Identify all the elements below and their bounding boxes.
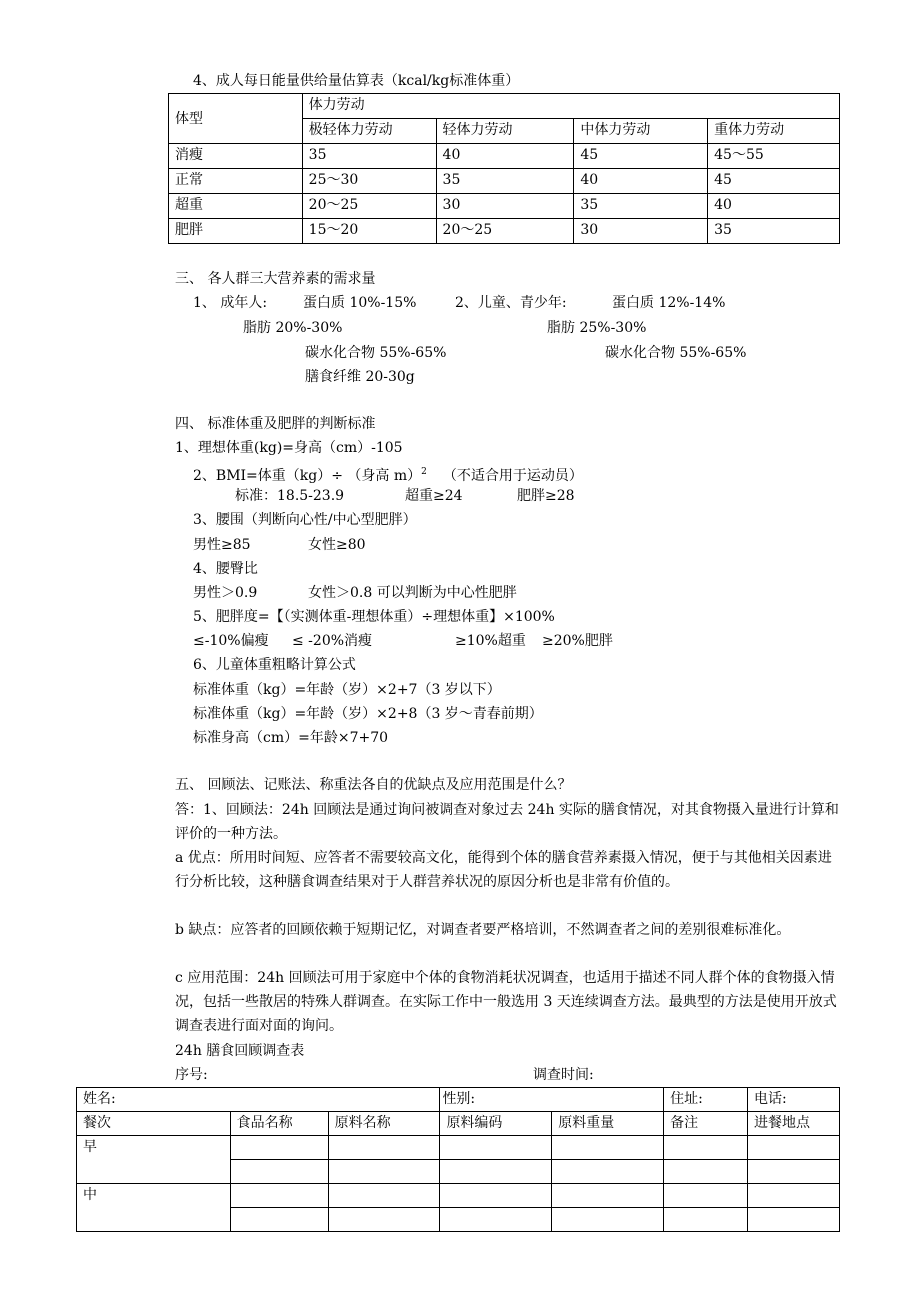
sec4-degree-thin: ≤-10%偏瘦	[193, 633, 269, 649]
table-row	[169, 219, 840, 244]
sec3-child-label: 2、儿童、青少年:	[455, 295, 567, 311]
form-cell[interactable]	[230, 1136, 328, 1160]
energy-cell: 45～55	[708, 144, 840, 169]
energy-cell: 35	[708, 219, 840, 244]
sec4-bmi-overweight: 超重≥24	[405, 488, 463, 504]
energy-cell: 45	[574, 144, 708, 169]
sec4-child-height: 标准身高（cm）=年龄×7+70	[193, 730, 389, 746]
form-serial: 序号:	[175, 1067, 208, 1083]
form-cell[interactable]	[748, 1136, 840, 1160]
energy-cell: 35	[574, 194, 708, 219]
table-row	[169, 194, 840, 219]
form-meal-lunch: 中	[77, 1184, 231, 1232]
sec3-adult-protein: 蛋白质 10%-15%	[303, 295, 417, 311]
sec5-disadvantages: b 缺点：应答者的回顾依赖于短期记忆，对调查者要严格培训，不然调查者之间的差别很难标准化。	[175, 922, 791, 938]
energy-col-group: 体力劳动	[302, 94, 839, 119]
energy-table-caption: 4、成人每日能量供给量估算表（kcal/kg标准体重）	[193, 73, 520, 89]
form-cell[interactable]	[748, 1184, 840, 1208]
sec4-obesity-degree: 5、肥胖度=【（实测体重-理想体重）÷理想体重】×100%	[193, 609, 555, 625]
table-row	[77, 1136, 840, 1160]
form-survey-time: 调查时间:	[533, 1067, 594, 1083]
sec4-waist-female: 女性≥80	[308, 537, 366, 553]
sec3-adult-fat: 脂肪 20%-30%	[243, 320, 343, 336]
energy-col-type: 体型	[169, 94, 303, 144]
energy-row-type: 消瘦	[169, 144, 303, 169]
sec4-waist-male: 男性≥85	[193, 537, 251, 553]
sec4-child-title: 6、儿童体重粗略计算公式	[193, 657, 356, 673]
form-cell[interactable]	[552, 1160, 664, 1184]
energy-level-header: 中体力劳动	[574, 119, 708, 144]
energy-cell: 15～20	[302, 219, 436, 244]
form-title: 24h 膳食回顾调查表	[175, 1043, 305, 1059]
form-header: 原料重量	[552, 1112, 664, 1136]
form-header: 进餐地点	[748, 1112, 840, 1136]
sec4-title: 四、 标准体重及肥胖的判断标准	[175, 416, 376, 432]
sec5-title: 五、 回顾法、记账法、称重法各自的优缺点及应用范围是什么？	[175, 777, 572, 793]
sec3-child-carb: 碳水化合物 55%-65%	[605, 345, 747, 361]
form-cell[interactable]	[440, 1136, 552, 1160]
energy-cell: 20～25	[302, 194, 436, 219]
sec4-whr-male: 男性＞0.9	[193, 585, 258, 601]
energy-level-header: 重体力劳动	[708, 119, 840, 144]
form-cell[interactable]	[664, 1136, 748, 1160]
sec4-child-weight-2: 标准体重（kg）=年龄（岁）×2+8（3 岁～青春前期）	[193, 706, 543, 722]
sec4-whr-title: 4、腰臀比	[193, 561, 258, 577]
form-cell[interactable]	[328, 1160, 440, 1184]
energy-row-type: 超重	[169, 194, 303, 219]
sec4-waist-title: 3、腰围（判断向心性/中心型肥胖）	[193, 512, 417, 528]
recall-form-table	[76, 1087, 840, 1232]
sec4-child-weight-1: 标准体重（kg）=年龄（岁）×2+7（3 岁以下）	[193, 682, 501, 698]
form-header: 餐次	[77, 1112, 231, 1136]
form-cell[interactable]	[748, 1208, 840, 1232]
table-row	[77, 1184, 840, 1208]
form-name-field[interactable]: 姓名:	[77, 1088, 440, 1112]
energy-row-type: 肥胖	[169, 219, 303, 244]
energy-level-header: 轻体力劳动	[436, 119, 574, 144]
energy-row-type: 正常	[169, 169, 303, 194]
energy-cell: 25～30	[302, 169, 436, 194]
energy-level-header: 极轻体力劳动	[302, 119, 436, 144]
sec4-degree-overweight: ≥10%超重	[455, 633, 526, 649]
energy-cell: 40	[708, 194, 840, 219]
sec3-adult-label: 1、 成年人:	[193, 295, 268, 311]
form-meal-breakfast: 早	[77, 1136, 231, 1184]
energy-cell: 30	[574, 219, 708, 244]
sec4-ideal-weight: 1、理想体重(kg)=身高（cm）-105	[175, 440, 403, 456]
form-cell[interactable]	[328, 1136, 440, 1160]
energy-cell: 45	[708, 169, 840, 194]
sec5-advantages: a 优点：所用时间短、应答者不需要较高文化，能得到个体的膳食营养素摄入情况，便于与其他相关因素进行分析比较，这种膳食调查结果对于人群营养状况的原因分析也是非常有价值的。	[175, 850, 832, 890]
energy-cell: 30	[436, 194, 574, 219]
energy-cell: 20～25	[436, 219, 574, 244]
sec4-degree-obese: ≥20%肥胖	[542, 633, 613, 649]
form-gender-field[interactable]: 性别:	[440, 1088, 664, 1112]
form-cell[interactable]	[552, 1184, 664, 1208]
sec4-bmi-standard: 标准：18.5-23.9	[235, 488, 345, 504]
form-cell[interactable]	[664, 1160, 748, 1184]
sec5-answer-intro: 答：1、回顾法：24h 回顾法是通过询问被调查对象过去 24h 实际的膳食情况，对其食物摄入量进行计算和评价的一种方法。	[175, 802, 839, 842]
sec4-whr-female: 女性＞0.8 可以判断为中心性肥胖	[308, 585, 517, 601]
form-cell[interactable]	[748, 1160, 840, 1184]
sec3-child-protein: 蛋白质 12%-14%	[612, 295, 726, 311]
sec4-degree-emaciated: ≤ -20%消瘦	[292, 633, 373, 649]
form-header: 原料编码	[440, 1112, 552, 1136]
form-cell[interactable]	[230, 1208, 328, 1232]
energy-cell: 35	[302, 144, 436, 169]
form-phone-field[interactable]: 电话:	[748, 1088, 840, 1112]
table-row	[169, 169, 840, 194]
sec4-bmi-note: （不适合用于运动员）	[442, 468, 583, 484]
sec3-adult-carb: 碳水化合物 55%-65%	[305, 345, 447, 361]
form-cell[interactable]	[440, 1160, 552, 1184]
form-address-field[interactable]: 住址:	[664, 1088, 748, 1112]
form-cell[interactable]	[440, 1184, 552, 1208]
energy-table	[168, 93, 840, 244]
form-cell[interactable]	[328, 1208, 440, 1232]
sec3-fiber: 膳食纤维 20-30g	[305, 369, 415, 385]
sec4-bmi-formula: 2、BMI=体重（kg）÷ （身高 m）	[193, 468, 422, 484]
form-cell[interactable]	[552, 1208, 664, 1232]
form-cell[interactable]	[440, 1208, 552, 1232]
form-header: 备注	[664, 1112, 748, 1136]
sec3-title: 三、 各人群三大营养素的需求量	[175, 271, 376, 287]
form-header: 原料名称	[328, 1112, 440, 1136]
table-row	[169, 144, 840, 169]
energy-cell: 40	[574, 169, 708, 194]
sec4-bmi-obese: 肥胖≥28	[517, 488, 575, 504]
sec4-bmi-sup: 2	[421, 467, 427, 477]
sec4-bmi	[193, 462, 583, 486]
form-cell[interactable]	[664, 1184, 748, 1208]
form-cell[interactable]	[328, 1184, 440, 1208]
form-cell[interactable]	[664, 1208, 748, 1232]
form-header: 食品名称	[230, 1112, 328, 1136]
energy-cell: 40	[436, 144, 574, 169]
form-cell[interactable]	[230, 1160, 328, 1184]
form-cell[interactable]	[552, 1136, 664, 1160]
energy-cell: 35	[436, 169, 574, 194]
sec5-scope: c 应用范围：24h 回顾法可用于家庭中个体的食物消耗状况调查，也适用于描述不同人群个体的食物摄入情况，包括一些散居的特殊人群调查。在实际工作中一般选用 3 天连续调查方法。最典型的方法是使用开放式调查表进行面对面的询问。	[175, 970, 837, 1034]
form-cell[interactable]	[230, 1184, 328, 1208]
sec3-child-fat: 脂肪 25%-30%	[547, 320, 647, 336]
